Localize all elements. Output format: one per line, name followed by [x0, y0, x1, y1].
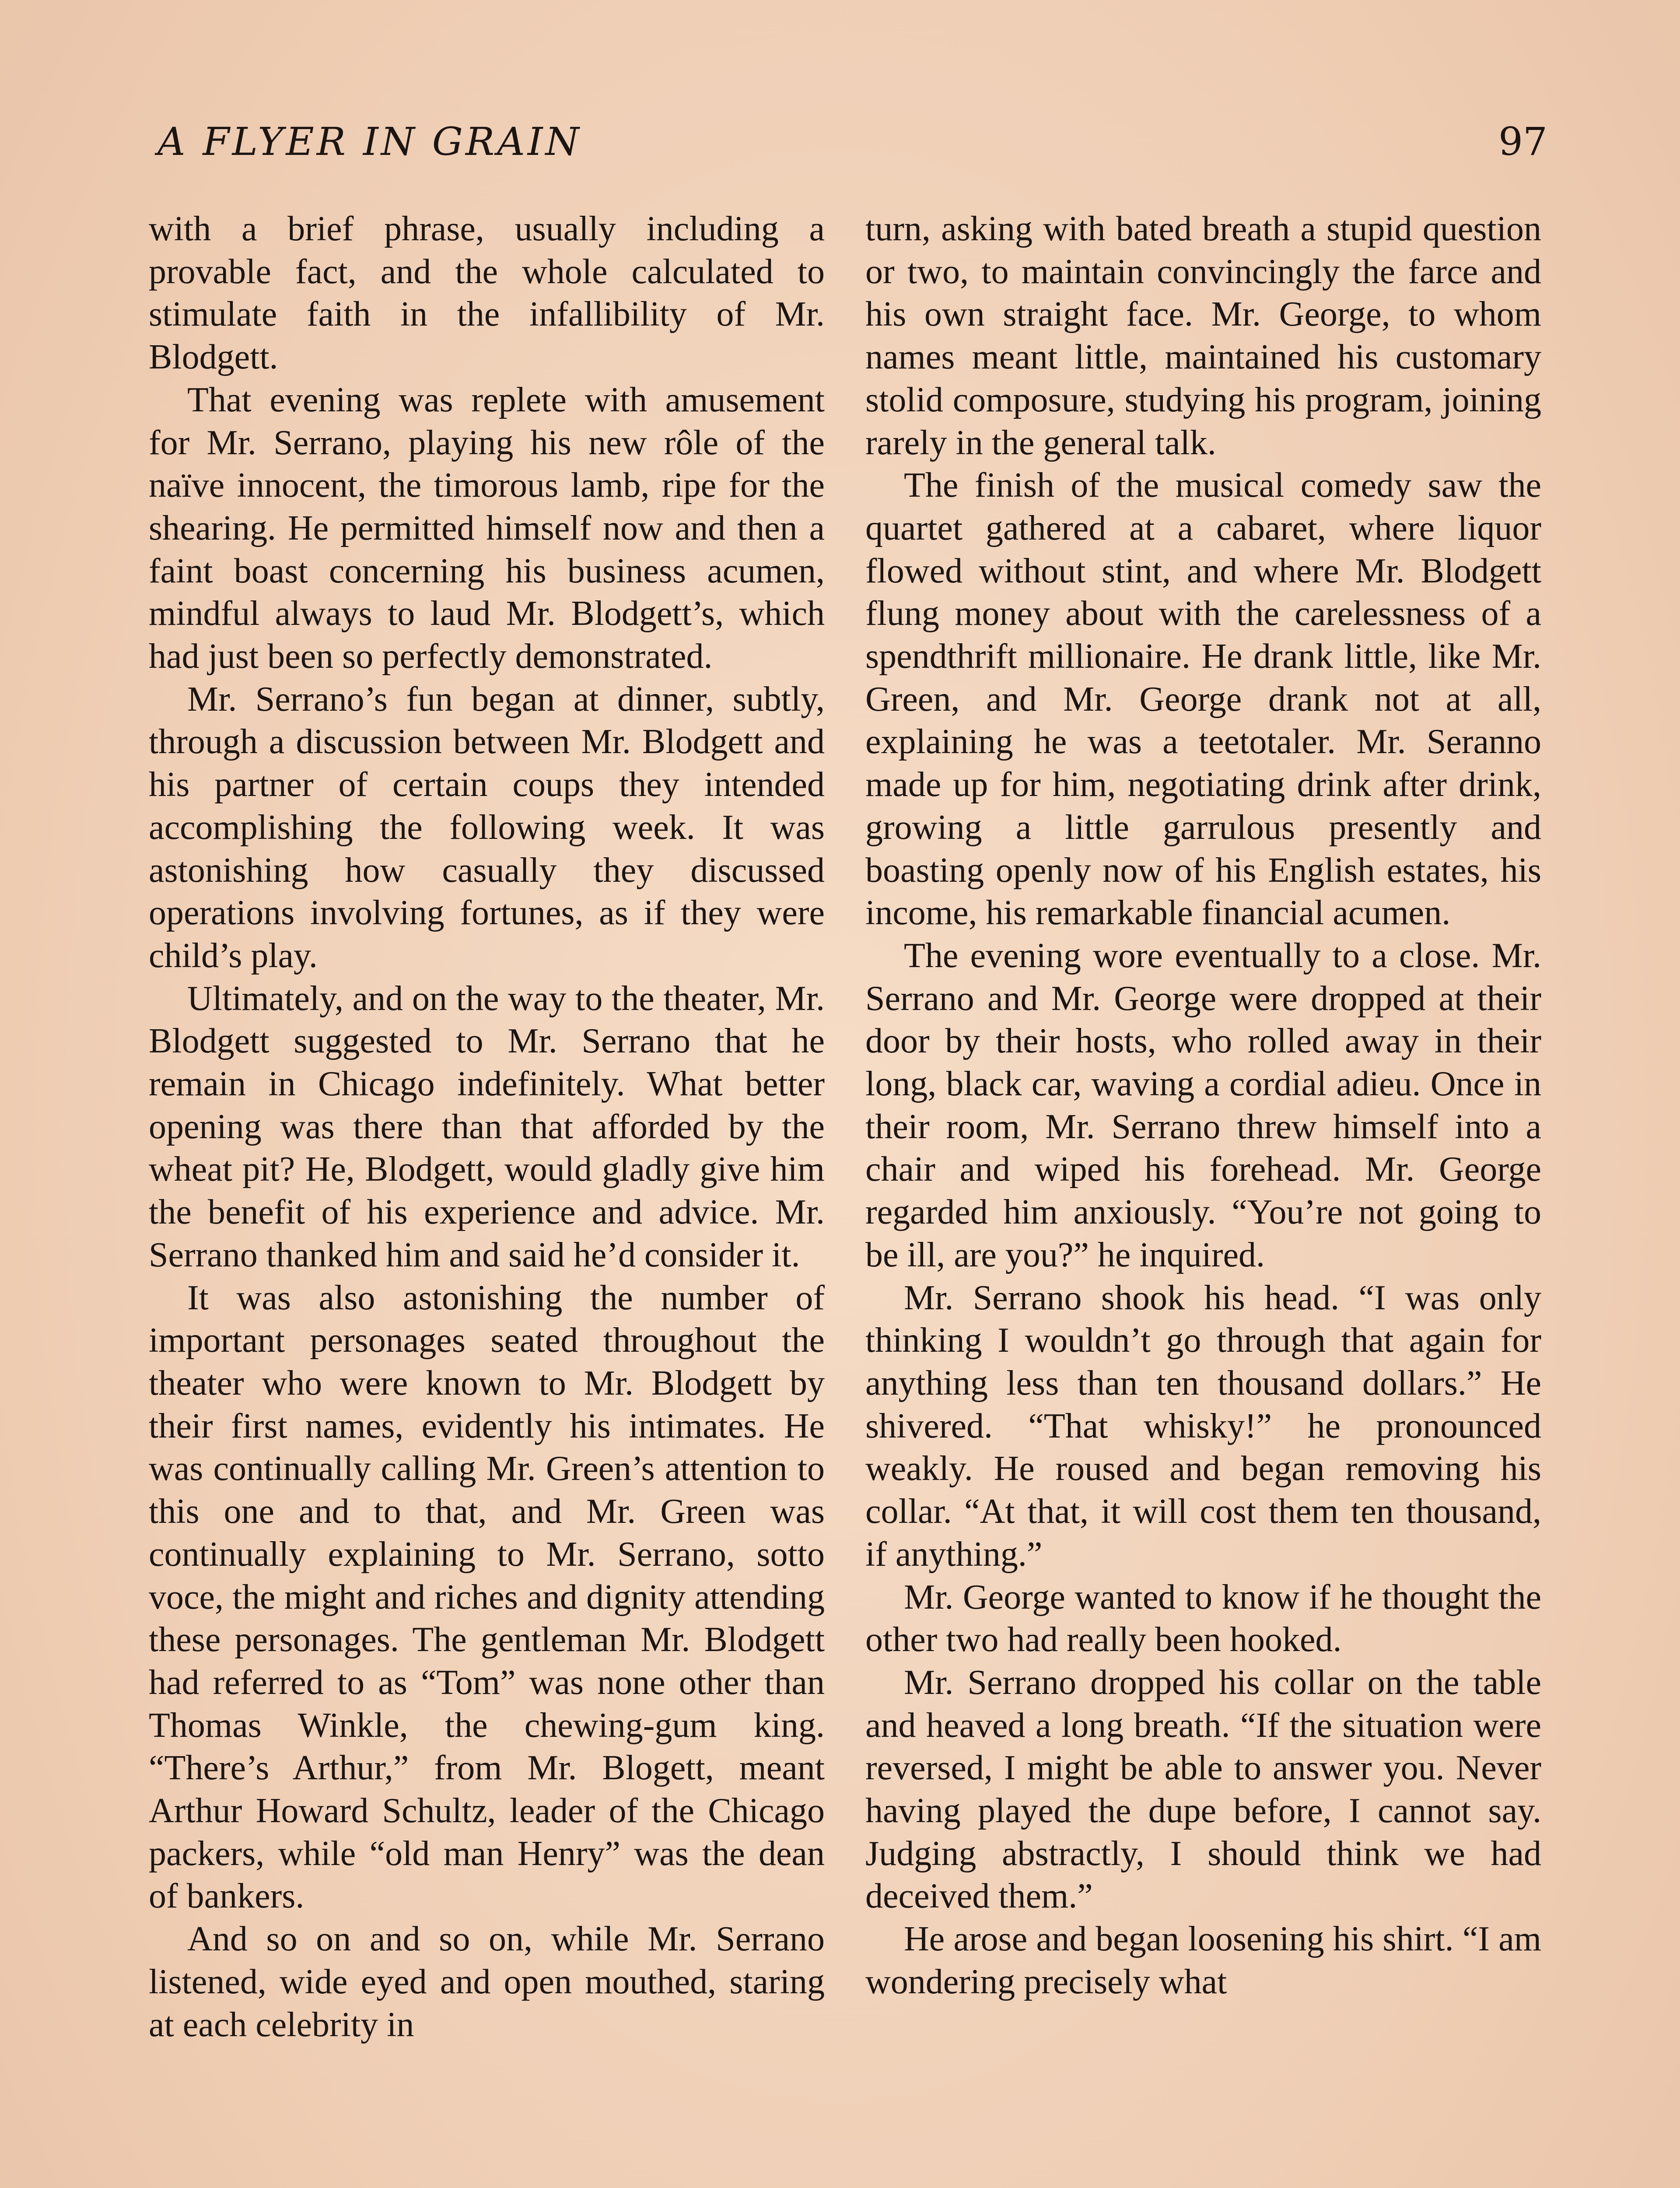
paragraph: The finish of the musical comedy saw the quartet gathered at a cabaret, where liquor flowed without stint, and where Mr. Blodgett flung money about with the carelessness of a spendthrift millionaire. He drank little, like Mr. Green, and Mr. George drank not at all, explaining he was a teetotaler. Mr. Seranno made up for him, negotiating drink after drink, growing a little garrulous presently and boasting openly now of his English estates, his income, his remarkable financial acumen.	[865, 466, 1541, 933]
paragraph: Mr. Serrano dropped his collar on the table and heaved a long breath. “If the situation were reversed, I might be able to answer you. Never having played the dupe before, I cannot say. Judging abstractly, I should think we had deceived them.”	[865, 1663, 1541, 1916]
paragraph: Ultimately, and on the way to the theater, Mr. Blodgett suggested to Mr. Serrano that he remain in Chicago indefinitely. What better opening was there than that afforded by the wheat pit? He, Blodgett, would gladly give him the benefit of his experience and advice. Mr. Serrano thanked him and said he’d consider it.	[149, 979, 825, 1274]
paragraph: with a brief phrase, usually including a provable fact, and the whole calculated to stimulate faith in the infallibility of Mr. Blodgett.	[149, 210, 825, 377]
left-text-column	[149, 208, 825, 2046]
paragraph: That evening was replete with amusement for Mr. Serrano, playing his new rôle of the naïve innocent, the timorous lamb, ripe for the shearing. He permitted himself now and then a faint boast concerning his business acumen, mindful always to laud Mr. Blodgett’s, which had just been so perfectly demonstrated.	[149, 380, 825, 676]
right-text-column	[865, 208, 1541, 2004]
paragraph: The evening wore eventually to a close. Mr. Serrano and Mr. George were dropped at their door by their hosts, who rolled away in their long, black car, waving a cordial adieu. Once in their room, Mr. Serrano threw himself into a chair and wiped his forehead. Mr. George regarded him anxiously. “You’re not going to be ill, are you?” he inquired.	[865, 936, 1541, 1274]
paragraph: And so on and so on, while Mr. Serrano listened, wide eyed and open mouthed, staring at each celebrity in	[149, 1920, 825, 2044]
paragraph: He arose and began loosening his shirt. “I am wondering precisely what	[865, 1920, 1541, 2001]
paragraph: turn, asking with bated breath a stupid question or two, to maintain convincingly the farce and his own straight face. Mr. George, to whom names meant little, maintained his customary stolid composure, studying his program, joining rarely in the general talk.	[865, 210, 1541, 462]
page-number: 97	[1498, 119, 1547, 164]
paragraph: Mr. Serrano shook his head. “I was only thinking I wouldn’t go through that again for anything less than ten thousand dollars.” He shivered. “That whisky!” he pronounced weakly. He roused and began removing his collar. “At that, it will cost them ten thousand, if anything.”	[865, 1278, 1541, 1574]
paragraph: It was also astonishing the number of important personages seated throughout the theater who were known to Mr. Blodgett by their first names, evidently his intimates. He was continually calling Mr. Green’s attention to this one and to that, and Mr. Green was continually explaining to Mr. Serrano, sotto voce, the might and riches and dignity attending these personages. The gentleman Mr. Blodgett had referred to as “Tom” was none other than Thomas Winkle, the chewing-gum king. “There’s Arthur,” from Mr. Blogett, meant Arthur Howard Schultz, leader of the Chicago packers, while “old man Henry” was the dean of bankers.	[149, 1278, 825, 1916]
running-title: A FLYER IN GRAIN	[158, 119, 582, 164]
paragraph: Mr. Serrano’s fun began at dinner, subtly, through a discussion between Mr. Blodgett and his partner of certain coups they intended accomplishing the following week. It was astonishing how casually they discussed operations involving fortunes, as if they were child’s play.	[149, 680, 825, 975]
paragraph: Mr. George wanted to know if he thought the other two had really been hooked.	[865, 1578, 1541, 1659]
